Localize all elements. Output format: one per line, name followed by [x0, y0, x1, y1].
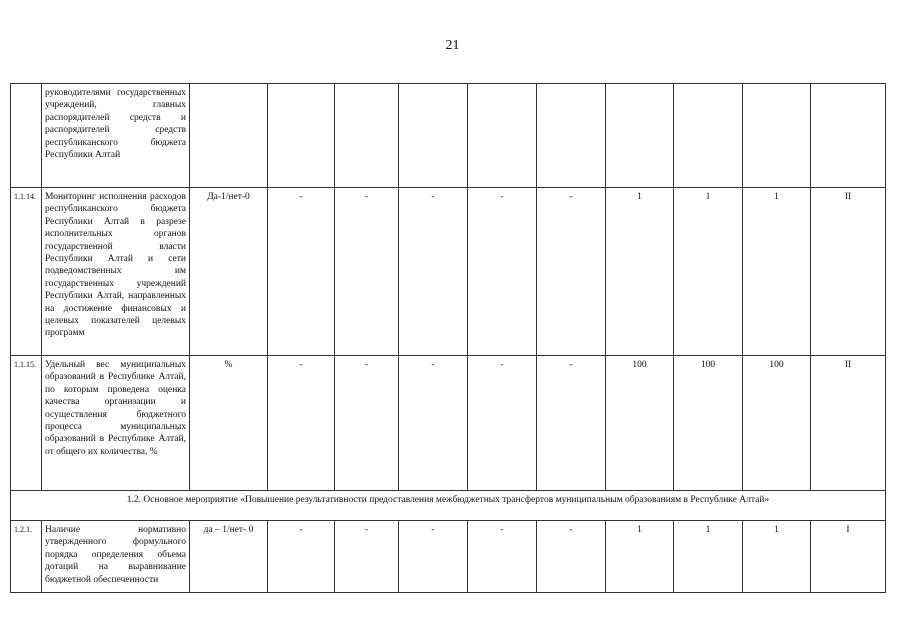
row-value: -	[537, 188, 606, 356]
row-value: 1	[674, 521, 743, 593]
row-value	[674, 84, 743, 188]
row-description: Наличие нормативно утвержденного формульного порядка определения объема дотаций на выравнивание бюджетной обеспеченности	[42, 521, 190, 593]
row-value: -	[399, 356, 468, 491]
row-description: Мониторинг исполнения расходов республиканского бюджета Республики Алтай в разрезе исполнительных органов государственной власти Республики Алтай и сети подведомственных им государственных учреждений Республики Алтай, направленных на достижение финансовых и целевых показателей целевых программ	[42, 188, 190, 356]
row-value	[335, 84, 399, 188]
row-unit	[190, 84, 268, 188]
row-value: -	[537, 356, 606, 491]
row-value	[743, 84, 811, 188]
row-value: -	[537, 521, 606, 593]
row-value: 100	[743, 356, 811, 491]
row-value: 1	[743, 521, 811, 593]
row-value	[268, 84, 335, 188]
row-number: 1.1.15.	[11, 356, 42, 491]
row-value: -	[268, 188, 335, 356]
table-row	[11, 521, 886, 593]
table-row	[11, 356, 886, 491]
row-value: 100	[606, 356, 674, 491]
row-value: 1	[674, 188, 743, 356]
table-row	[11, 188, 886, 356]
row-value: II	[811, 356, 886, 491]
row-description: руководителями государственных учреждений, главных распорядителей средств и распорядителей средств республиканского бюджета Республики Алтай	[42, 84, 190, 188]
row-value: -	[335, 356, 399, 491]
row-value	[468, 84, 537, 188]
row-unit: да – 1/нет- 0	[190, 521, 268, 593]
row-unit: Да-1/нет-0	[190, 188, 268, 356]
row-value: 1	[743, 188, 811, 356]
row-value: -	[399, 521, 468, 593]
indicators-table	[10, 83, 886, 593]
row-value	[811, 84, 886, 188]
row-value	[537, 84, 606, 188]
table-row	[11, 84, 886, 188]
row-value: I	[811, 521, 886, 593]
row-value: II	[811, 188, 886, 356]
row-value	[399, 84, 468, 188]
row-value: -	[399, 188, 468, 356]
row-description: Удельный вес муниципальных образований в Республике Алтай, по которым проведена оценка качества организации и осуществления бюджетного процесса муниципальных образований в Республике Алтай, от общего их количества, %	[42, 356, 190, 491]
row-unit: %	[190, 356, 268, 491]
row-number	[11, 84, 42, 188]
row-value	[606, 84, 674, 188]
row-value: 100	[674, 356, 743, 491]
row-number: 1.1.14.	[11, 188, 42, 356]
row-value: 1	[606, 521, 674, 593]
section-heading: 1.2. Основное мероприятие «Повышение результативности предоставления межбюджетных трансфертов муниципальным образованиям в Республике Алтай»	[11, 491, 886, 521]
row-value: -	[335, 521, 399, 593]
section-row	[11, 491, 886, 521]
page-number: 21	[445, 38, 460, 53]
row-value: -	[335, 188, 399, 356]
row-value: -	[468, 356, 537, 491]
row-number: 1.2.1.	[11, 521, 42, 593]
row-value: -	[268, 521, 335, 593]
row-value: -	[468, 521, 537, 593]
row-value: 1	[606, 188, 674, 356]
row-value: -	[268, 356, 335, 491]
row-value: -	[468, 188, 537, 356]
